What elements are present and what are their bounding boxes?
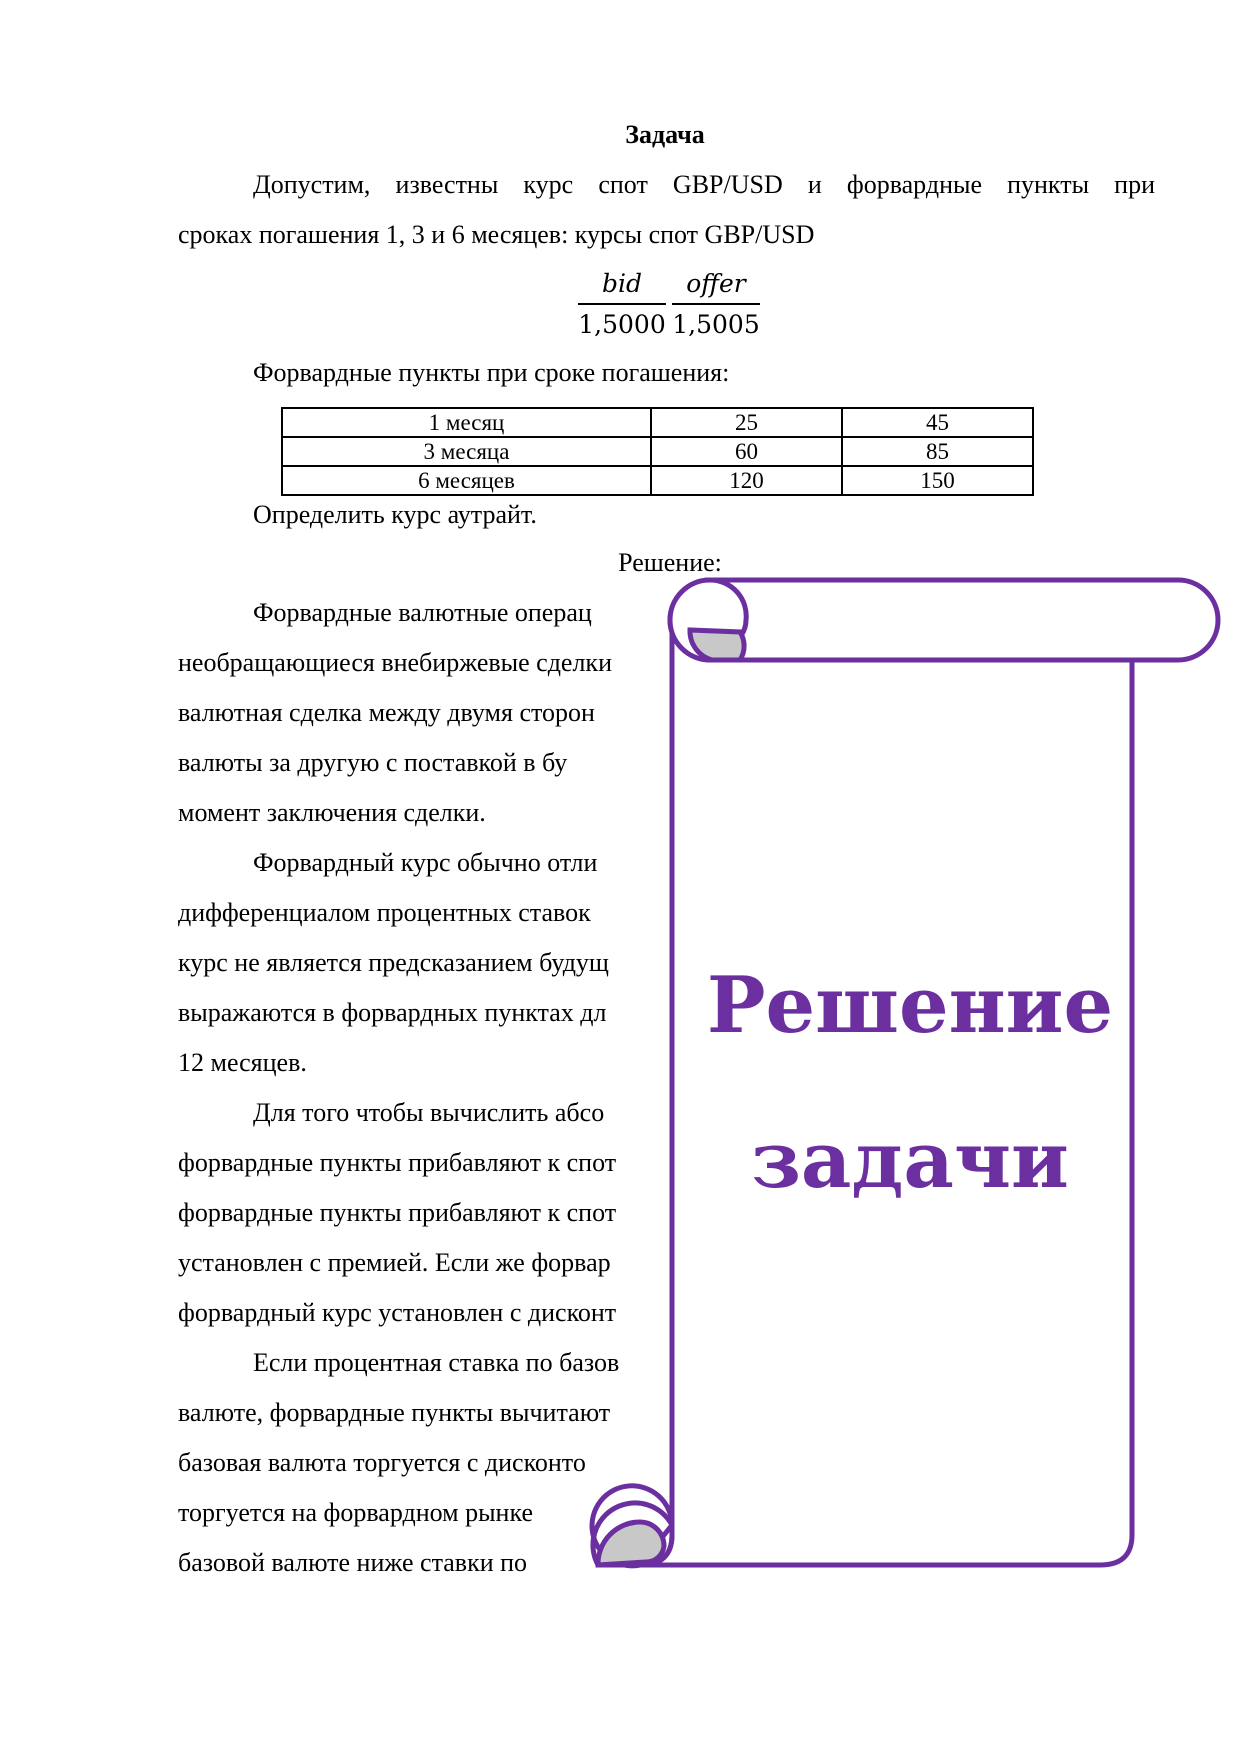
scroll-top-roll [670, 580, 1218, 660]
body-line: выражаются в форвардных пунктах дл [178, 998, 607, 1027]
body-line: валютная сделка между двумя сторон [178, 698, 595, 727]
body-line: необращающиеся внебиржевые сделки [178, 648, 612, 677]
bid-label: bid [578, 268, 666, 305]
body-line: валюты за другую с поставкой в бу [178, 748, 568, 777]
offer-value: 1,5005 [672, 310, 760, 339]
intro-line-1: Допустим, известны курс спот GBP/USD и форвардные пункты при [253, 170, 1155, 199]
body-line: дифференциалом процентных ставок [178, 898, 591, 927]
body-line: форвардные пункты прибавляют к спот [178, 1198, 617, 1227]
offer-cell: 85 [842, 437, 1033, 466]
page-title: Задача [625, 120, 705, 149]
intro-line-2: сроках погашения 1, 3 и 6 месяцев: курсы спот GBP/USD [178, 220, 815, 249]
term-cell: 3 месяца [282, 437, 651, 466]
body-line: Форвардный курс обычно отли [253, 848, 598, 877]
term-cell: 1 месяц [282, 408, 651, 437]
offer-label: offer [672, 268, 760, 305]
offer-cell: 45 [842, 408, 1033, 437]
bid-cell: 120 [651, 466, 842, 495]
body-line: курс не является предсказанием будущ [178, 948, 609, 977]
body-line: Форвардные валютные операц [253, 598, 592, 627]
body-line: 12 месяцев. [178, 1048, 307, 1077]
scroll-body [640, 615, 1132, 1565]
body-line: базовая валюта торгуется с дисконто [178, 1448, 586, 1477]
body-line: торгуется на форвардном рынке [178, 1498, 533, 1527]
bid-cell: 60 [651, 437, 842, 466]
body-line: установлен с премией. Если же форвар [178, 1248, 611, 1277]
offer-cell: 150 [842, 466, 1033, 495]
task-text: Определить курс аутрайт. [253, 500, 537, 529]
body-line: форвардный курс установлен с дисконт [178, 1298, 617, 1327]
body-line: валюте, форвардные пункты вычитают [178, 1398, 611, 1427]
term-cell: 6 месяцев [282, 466, 651, 495]
bid-value: 1,5000 [578, 310, 666, 339]
overlay-title-line-2: задачи [751, 1115, 1069, 1206]
overlay-title-line-1: Решение [706, 960, 1114, 1051]
body-line: базовой валюте ниже ставки по [178, 1548, 528, 1577]
body-line: момент заключения сделки. [178, 798, 486, 827]
body-line: Если процентная ставка по базов [253, 1348, 620, 1377]
body-line: форвардные пункты прибавляют к спот [178, 1148, 617, 1177]
body-line: Для того чтобы вычислить абсо [253, 1098, 605, 1127]
bid-cell: 25 [651, 408, 842, 437]
solution-heading: Решение: [618, 548, 722, 577]
points-caption: Форвардные пункты при сроке погашения: [253, 358, 730, 387]
